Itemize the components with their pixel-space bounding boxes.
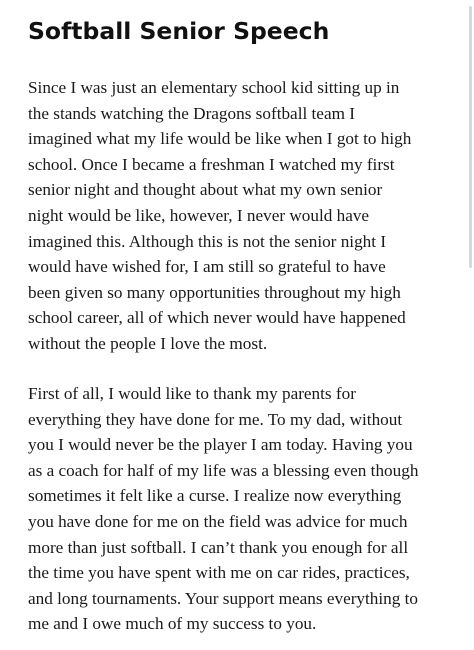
paragraph-1 <box>28 75 411 357</box>
paragraph-line: would have wished for, I am still so grateful to have <box>28 257 386 277</box>
paragraph-line: everything they have done for me. To my dad, without <box>28 409 403 429</box>
paragraph-line: senior night and thought about what my own senior <box>28 180 383 200</box>
scrollbar[interactable] <box>469 6 472 268</box>
paragraph-line: without the people I love the most. <box>28 333 268 353</box>
paragraph-line: the stands watching the Dragons softball team I <box>28 103 355 123</box>
paragraph-2 <box>28 381 418 637</box>
paragraph-line: you I would never be the player I am today. Having you <box>28 435 413 455</box>
paragraph-line: sometimes it felt like a curse. I realize now everything <box>28 486 402 506</box>
page-title: Softball Senior Speech <box>28 17 330 45</box>
paragraph-line: school career, all of which never would have happened <box>28 308 406 328</box>
paragraph-line: night would be like, however, I never would have <box>28 205 370 225</box>
paragraph-line: and long tournaments. Your support means everything to <box>28 588 419 608</box>
paragraph-line: me and I owe much of my success to you. <box>28 614 317 634</box>
paragraph-line: you have done for me on the field was advice for much <box>28 511 408 531</box>
paragraph-line: imagined what my life would be like when I got to high <box>28 129 412 149</box>
paragraph-line: First of all, I would like to thank my parents for <box>28 384 356 403</box>
paragraph-line: as a coach for half of my life was a blessing even though <box>28 460 419 480</box>
paragraph-line: imagined this. Although this is not the senior night I <box>28 231 387 251</box>
paragraph-line: the time you have spent with me on car rides, practices, <box>28 563 410 583</box>
paragraph-line: more than just softball. I can’t thank you enough for all <box>28 537 409 557</box>
paragraph-line: school. Once I became a freshman I watched my first <box>28 154 395 174</box>
paragraph-line: Since I was just an elementary school kid sitting up in <box>28 78 400 97</box>
paragraph-line: been given so many opportunities throughout my high <box>28 282 401 302</box>
